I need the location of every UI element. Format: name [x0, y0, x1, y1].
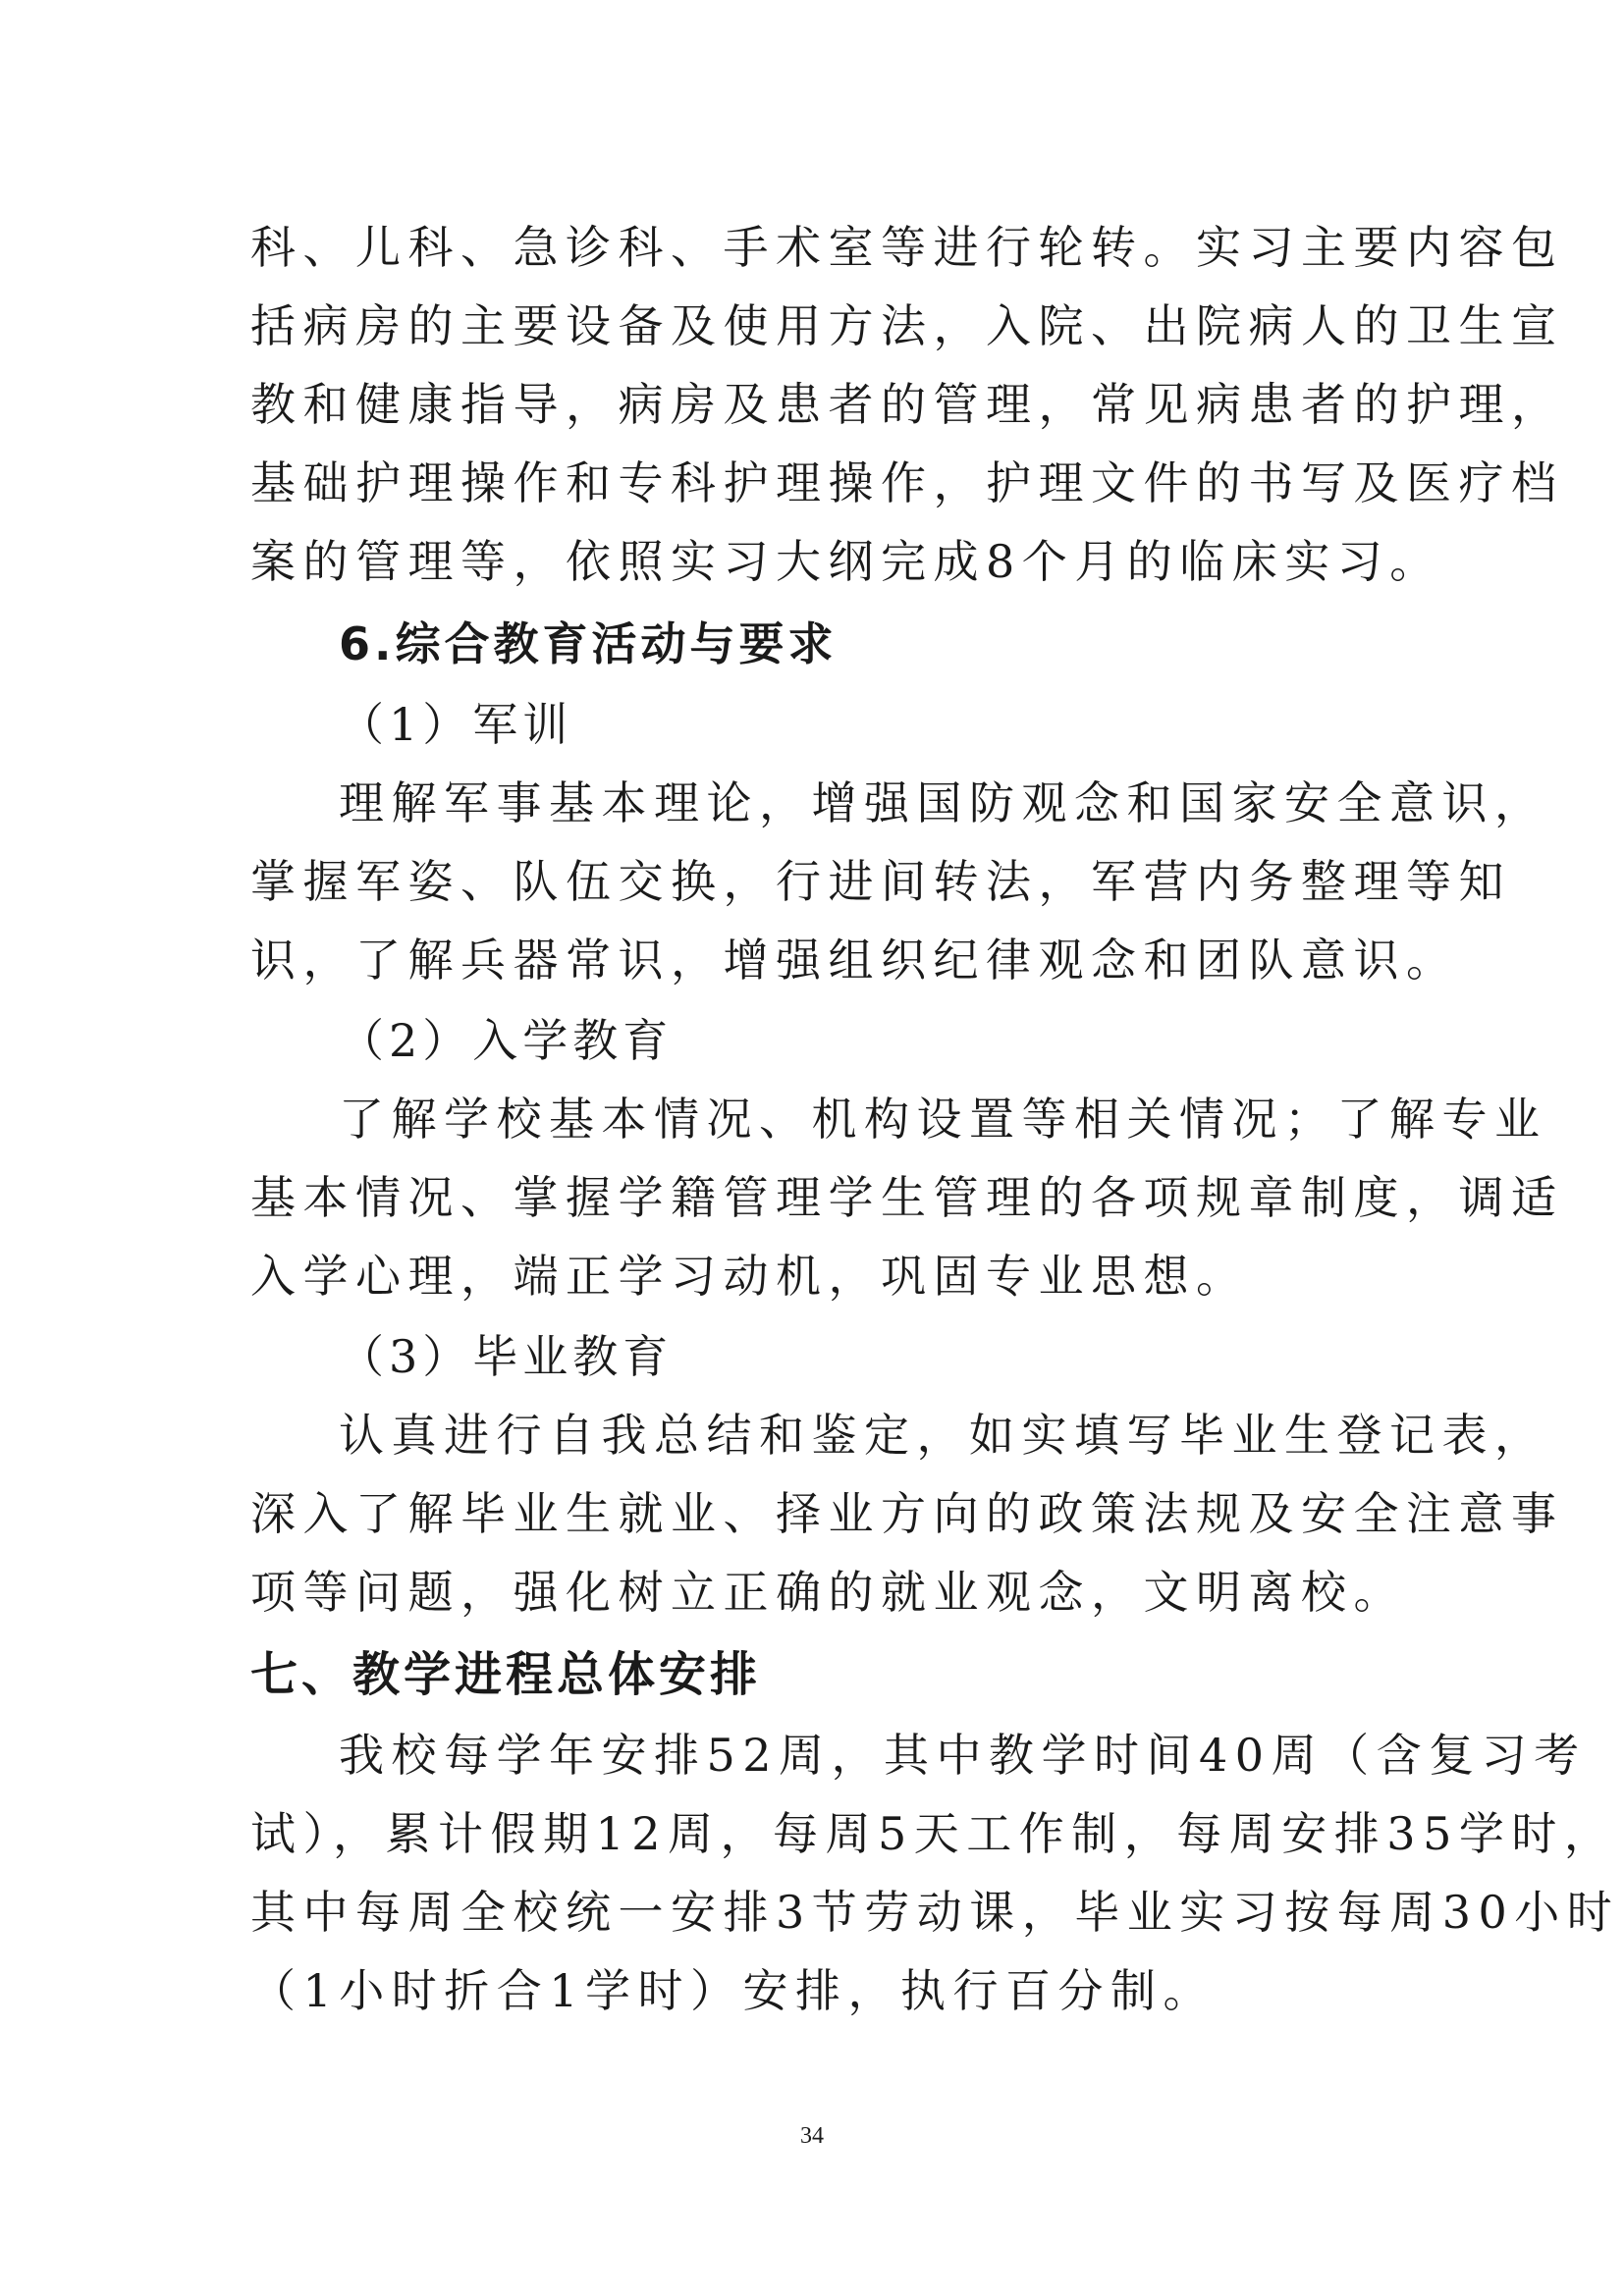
- paragraph-line: 案的管理等，依照实习大纲完成8个月的临床实习。: [250, 535, 1442, 588]
- paragraph-line: 掌握军姿、队伍交换，行进间转法，军营内务整理等知: [250, 855, 1511, 908]
- paragraph-line: 了解学校基本情况、机构设置等相关情况；了解专业: [339, 1093, 1547, 1146]
- paragraph-line: 深入了解毕业生就业、择业方向的政策法规及安全注意事: [250, 1487, 1564, 1540]
- paragraph-line: 科、儿科、急诊科、手术室等进行轮转。实习主要内容包: [250, 221, 1564, 274]
- paragraph-line: 试），累计假期12周，每周5天工作制，每周安排35学时，: [250, 1807, 1617, 1860]
- paragraph-line: 理解军事基本理论，增强国防观念和国家安全意识，: [339, 776, 1547, 829]
- item-heading: （1）军训: [339, 698, 573, 751]
- paragraph-line: 识，了解兵器常识，增强组织纪律观念和团队意识。: [250, 934, 1459, 987]
- paragraph-line: 括病房的主要设备及使用方法，入院、出院病人的卫生宣: [250, 299, 1564, 352]
- paragraph-line: 教和健康指导，病房及患者的管理，常见病患者的护理，: [250, 378, 1564, 431]
- paragraph-line: 其中每周全校统一安排3节劳动课，毕业实习按每周30小时: [250, 1886, 1620, 1939]
- paragraph-line: 入学心理，端正学习动机，巩固专业思想。: [250, 1250, 1249, 1303]
- page-number: 34: [800, 2123, 824, 2149]
- paragraph-line: 基础护理操作和专科护理操作，护理文件的书写及医疗档: [250, 456, 1564, 509]
- paragraph-line: 基本情况、掌握学籍管理学生管理的各项规章制度，调适: [250, 1171, 1564, 1224]
- subsection-heading: 6.综合教育活动与要求: [339, 617, 838, 670]
- item-heading: （2）入学教育: [339, 1014, 674, 1067]
- paragraph-line: （1小时折合1学时）安排，执行百分制。: [250, 1964, 1217, 2017]
- paragraph-line: 认真进行自我总结和鉴定，如实填写毕业生登记表，: [339, 1409, 1547, 1462]
- item-heading: （3）毕业教育: [339, 1330, 674, 1383]
- paragraph-line: 项等问题，强化树立正确的就业观念，文明离校。: [250, 1566, 1406, 1619]
- section-heading: 七、教学进程总体安排: [250, 1647, 762, 1702]
- paragraph-line: 我校每学年安排52周，其中教学时间40周（含复习考: [339, 1729, 1587, 1782]
